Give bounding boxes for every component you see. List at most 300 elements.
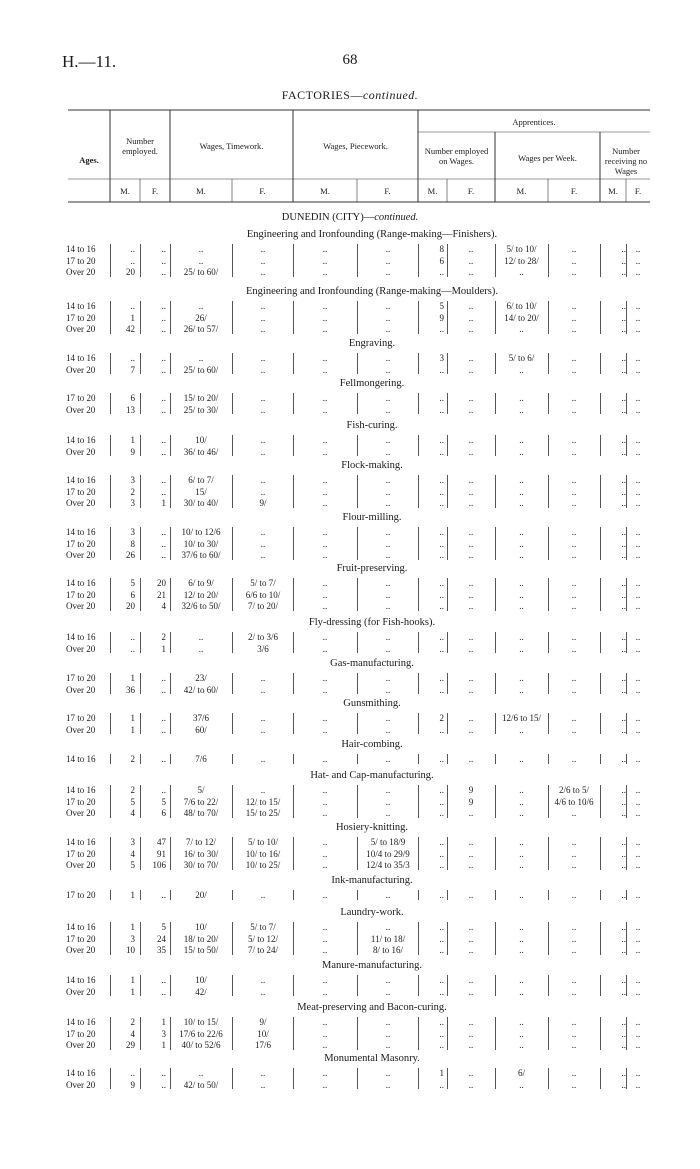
table-cell: 7/ to 24/ <box>247 945 278 956</box>
table-cell: .. <box>468 1017 474 1027</box>
age-cell: Over 20 <box>66 945 96 956</box>
table-cell: .. <box>621 353 626 363</box>
table-cell: .. <box>439 589 444 600</box>
table-cell: 25/ to 60/ <box>183 267 219 278</box>
column-rule <box>418 632 419 653</box>
table-cell: 12/4 to 35/3 <box>366 860 410 871</box>
industry-heading: Engineering and Ironfounding (Range-making—Moulders). <box>246 286 498 297</box>
column-rule <box>447 922 448 955</box>
header-m: M. <box>516 186 527 196</box>
industry-heading: Flock-making. <box>341 460 403 471</box>
table-cell: .. <box>198 353 204 363</box>
column-rule <box>600 975 601 996</box>
table-cell: .. <box>130 301 135 311</box>
table-cell: .. <box>468 446 474 457</box>
table-cell: .. <box>385 578 391 588</box>
column-rule <box>600 393 601 414</box>
table-cell: 2 <box>130 486 135 497</box>
table-cell: .. <box>571 538 577 549</box>
table-cell: .. <box>439 673 444 683</box>
table-cell: 5 <box>130 860 135 871</box>
column-rule <box>418 578 419 611</box>
table-cell: .. <box>571 578 577 588</box>
column-rule <box>626 1017 627 1050</box>
column-rule <box>447 578 448 611</box>
table-cell: .. <box>161 364 166 375</box>
table-cell: .. <box>468 632 474 642</box>
column-rule <box>447 1017 448 1050</box>
table-cell: .. <box>385 754 391 764</box>
table-cell: .. <box>571 848 577 859</box>
header-f: F. <box>259 186 266 196</box>
table-cell: .. <box>161 975 166 985</box>
table-cell: .. <box>322 393 328 403</box>
table-cell: .. <box>385 255 391 266</box>
table-cell: .. <box>519 404 524 415</box>
table-cell: .. <box>322 860 328 871</box>
table-cell: .. <box>571 808 577 819</box>
table-cell: .. <box>439 754 444 764</box>
header-wages-piecework: Wages, Piecework. <box>323 141 388 151</box>
column-rule <box>232 1017 233 1050</box>
header-f: F. <box>634 186 642 196</box>
table-cell: 32/6 to 50/ <box>181 601 221 612</box>
column-rule <box>600 632 601 653</box>
column-rule <box>357 527 358 560</box>
table-cell: 13 <box>126 404 135 415</box>
table-cell: .. <box>260 475 266 485</box>
table-cell: .. <box>161 754 166 764</box>
industry-heading: Engineering and Ironfounding (Range-making—Finishers). <box>246 229 498 240</box>
table-cell: 10/ to 25/ <box>245 860 281 871</box>
table-cell: 17/6 <box>254 1040 271 1051</box>
age-cell: Over 20 <box>66 601 96 612</box>
column-rule <box>357 754 358 764</box>
table-cell: .. <box>385 244 391 254</box>
age-cell: 14 to 16 <box>66 435 96 445</box>
column-rule <box>447 713 448 734</box>
column-rule <box>293 713 294 734</box>
table-cell: 21 <box>157 589 166 600</box>
table-cell: .. <box>621 785 626 795</box>
table-cell: 42/ to 60/ <box>183 684 219 695</box>
table-cell: .. <box>571 498 577 509</box>
table-cell: 9/ <box>259 498 267 509</box>
table-cell: .. <box>468 601 474 612</box>
table-cell: .. <box>130 632 135 642</box>
table-cell: .. <box>322 435 328 445</box>
table-cell: .. <box>621 435 626 445</box>
age-cell: 14 to 16 <box>66 475 96 485</box>
column-rule <box>140 527 141 560</box>
column-rule <box>140 922 141 955</box>
column-rule <box>626 301 627 334</box>
table-cell: .. <box>571 244 577 254</box>
table-cell: .. <box>385 1040 391 1051</box>
table-cell: 2 <box>130 1017 135 1027</box>
age-cell: 14 to 16 <box>66 632 96 642</box>
table-cell: .. <box>571 860 577 871</box>
table-cell: .. <box>571 837 577 847</box>
column-rule <box>447 1068 448 1089</box>
table-cell: .. <box>439 486 444 497</box>
table-cell: .. <box>468 713 474 723</box>
age-cell: Over 20 <box>66 808 96 819</box>
column-rule <box>170 837 171 870</box>
column-rule <box>170 975 171 996</box>
column-rule <box>626 673 627 694</box>
column-rule <box>357 393 358 414</box>
table-cell: 106 <box>152 860 166 871</box>
table-cell: .. <box>571 754 577 764</box>
industry-heading: Ink-manufacturing. <box>331 875 413 886</box>
table-cell: .. <box>635 975 641 985</box>
industry-heading: Gunsmithing. <box>343 698 401 709</box>
column-rule <box>110 922 111 955</box>
table-cell: .. <box>635 1040 641 1051</box>
column-rule <box>495 673 496 694</box>
age-cell: 14 to 16 <box>66 353 96 363</box>
table-cell: 1 <box>130 724 135 735</box>
table-cell: .. <box>635 475 641 485</box>
table-cell: .. <box>635 578 641 588</box>
table-cell: .. <box>322 486 328 497</box>
table-cell: .. <box>439 837 444 847</box>
table-cell: 26/ to 57/ <box>183 324 219 335</box>
column-rule <box>548 244 549 277</box>
table-cell: .. <box>519 1040 524 1051</box>
column-rule <box>447 527 448 560</box>
table-cell: .. <box>468 324 474 335</box>
column-rule <box>110 301 111 334</box>
age-cell: 14 to 16 <box>66 244 96 254</box>
table-cell: .. <box>322 684 328 695</box>
table-cell: .. <box>161 890 166 900</box>
column-rule <box>626 1068 627 1089</box>
table-cell: 20 <box>126 267 135 278</box>
table-cell: 3/6 <box>257 643 269 654</box>
table-cell: 5 <box>130 796 135 807</box>
table-cell: .. <box>468 1040 474 1051</box>
table-cell: 23/ <box>195 673 207 683</box>
table-cell: .. <box>439 684 444 695</box>
table-cell: .. <box>635 1079 641 1090</box>
table-cell: .. <box>635 244 641 254</box>
column-rule <box>140 673 141 694</box>
age-cell: Over 20 <box>66 324 96 335</box>
table-cell: .. <box>468 986 474 997</box>
column-rule <box>600 1068 601 1089</box>
table-cell: .. <box>621 1079 626 1090</box>
column-rule <box>357 975 358 996</box>
table-cell: .. <box>571 404 577 415</box>
table-cell: 18/ to 20/ <box>183 933 219 944</box>
column-rule <box>495 578 496 611</box>
table-cell: .. <box>519 945 524 956</box>
table-cell: .. <box>635 643 641 654</box>
column-rule <box>418 353 419 374</box>
column-rule <box>626 975 627 996</box>
table-cell: 2 <box>130 754 135 764</box>
column-rule <box>293 1068 294 1089</box>
table-cell: .. <box>161 785 166 795</box>
table-cell: .. <box>571 933 577 944</box>
city-continued: continued. <box>374 212 419 223</box>
header-apprentices: Apprentices. <box>512 117 556 127</box>
column-rule <box>418 890 419 900</box>
age-cell: 17 to 20 <box>66 713 96 723</box>
table-cell: 2 <box>161 632 166 642</box>
table-cell: .. <box>635 684 641 695</box>
table-cell: .. <box>322 754 328 764</box>
table-cell: 1 <box>130 975 135 985</box>
table-cell: .. <box>385 1028 391 1039</box>
column-rule <box>232 754 233 764</box>
table-cell: 10/ to 15/ <box>183 1017 219 1027</box>
table-cell: .. <box>635 673 641 683</box>
column-rule <box>495 713 496 734</box>
table-cell: 12/6 to 15/ <box>501 713 541 723</box>
table-cell: .. <box>385 796 391 807</box>
table-cell: 36/ to 46/ <box>183 446 219 457</box>
table-cell: .. <box>468 945 474 956</box>
table-cell: 3 <box>130 837 135 847</box>
table-cell: .. <box>198 255 204 266</box>
column-rule <box>600 435 601 456</box>
column-rule <box>357 244 358 277</box>
column-rule <box>600 1017 601 1050</box>
table-cell: 10/ <box>257 1028 269 1039</box>
table-cell: .. <box>468 364 474 375</box>
table-cell: .. <box>385 643 391 654</box>
table-cell: .. <box>519 890 524 900</box>
column-rule <box>418 673 419 694</box>
age-cell: Over 20 <box>66 986 96 997</box>
table-cell: .. <box>571 1079 577 1090</box>
table-cell: .. <box>439 498 444 509</box>
column-rule <box>626 754 627 764</box>
table-cell: 10/ to 30/ <box>183 538 219 549</box>
age-cell: 17 to 20 <box>66 312 96 323</box>
table-cell: .. <box>621 632 626 642</box>
industry-heading: Gas-manufacturing. <box>330 658 414 669</box>
age-cell: Over 20 <box>66 364 96 375</box>
table-cell: .. <box>635 364 641 375</box>
table-cell: .. <box>571 301 577 311</box>
age-cell: 14 to 16 <box>66 1017 96 1027</box>
table-cell: 25/ to 30/ <box>183 404 219 415</box>
column-rule <box>600 475 601 508</box>
table-cell: .. <box>621 301 626 311</box>
table-cell: .. <box>260 435 266 445</box>
column-rule <box>293 890 294 900</box>
column-rule <box>357 301 358 334</box>
table-cell: .. <box>621 486 626 497</box>
age-cell: Over 20 <box>66 446 96 457</box>
industry-heading: Laundry-work. <box>340 907 404 918</box>
table-cell: .. <box>385 312 391 323</box>
table-cell: .. <box>322 1028 328 1039</box>
column-rule <box>110 754 111 764</box>
table-cell: .. <box>519 1017 524 1027</box>
table-cell: .. <box>635 601 641 612</box>
column-rule <box>418 475 419 508</box>
table-cell: 2 <box>130 785 135 795</box>
column-rule <box>293 353 294 374</box>
table-cell: .. <box>161 244 166 254</box>
age-cell: 14 to 16 <box>66 975 96 985</box>
table-cell: .. <box>322 578 328 588</box>
table-cell: .. <box>385 673 391 683</box>
table-cell: .. <box>635 353 641 363</box>
table-cell: .. <box>468 255 474 266</box>
table-cell: .. <box>322 808 328 819</box>
column-rule <box>418 785 419 818</box>
table-cell: .. <box>322 446 328 457</box>
table-cell: .. <box>621 933 626 944</box>
table-cell: .. <box>635 1068 641 1078</box>
table-cell: .. <box>260 312 266 323</box>
table-cell: 20 <box>126 601 135 612</box>
age-cell: 17 to 20 <box>66 890 96 900</box>
column-rule <box>110 435 111 456</box>
table-cell: 42 <box>126 324 135 335</box>
table-cell: .. <box>385 527 391 537</box>
table-cell: .. <box>468 848 474 859</box>
column-rule <box>548 837 549 870</box>
table-cell: .. <box>621 945 626 956</box>
column-rule <box>140 890 141 900</box>
header-m: M. <box>320 186 330 196</box>
table-cell: .. <box>635 538 641 549</box>
table-cell: .. <box>130 255 135 266</box>
column-rule <box>548 527 549 560</box>
table-cell: .. <box>621 848 626 859</box>
column-rule <box>293 632 294 653</box>
table-cell: .. <box>322 724 328 735</box>
table-cell: 8 <box>130 538 135 549</box>
column-rule <box>418 754 419 764</box>
page-number: 68 <box>342 52 358 68</box>
column-rule <box>232 975 233 996</box>
header-apprentices-no-wages: Number receiving no Wages <box>604 146 648 176</box>
table-cell: .. <box>161 393 166 403</box>
column-rule <box>418 922 419 955</box>
table-cell: 29 <box>126 1040 135 1051</box>
table-cell: 15/ to 50/ <box>183 945 219 956</box>
column-rule <box>447 244 448 277</box>
table-cell: 10/ <box>195 435 207 445</box>
table-cell: .. <box>322 1017 328 1027</box>
table-cell: 9 <box>468 796 474 807</box>
column-rule <box>293 435 294 456</box>
table-cell: .. <box>385 353 391 363</box>
table-cell: .. <box>635 312 641 323</box>
column-rule <box>548 713 549 734</box>
column-rule <box>232 632 233 653</box>
column-rule <box>140 578 141 611</box>
table-cell: 4/6 to 10/6 <box>554 796 594 807</box>
column-rule <box>232 578 233 611</box>
age-cell: 17 to 20 <box>66 796 96 807</box>
table-cell: 5/ to 10/ <box>506 244 537 254</box>
table-cell: .. <box>322 301 328 311</box>
table-cell: .. <box>385 393 391 403</box>
table-cell: .. <box>322 933 328 944</box>
table-cell: .. <box>571 713 577 723</box>
column-rule <box>447 435 448 456</box>
table-cell: 5 <box>439 301 444 311</box>
table-cell: .. <box>635 527 641 537</box>
table-cell: 8/ to 16/ <box>372 945 403 956</box>
table-cell: 1 <box>439 1068 444 1078</box>
column-rule <box>495 393 496 414</box>
table-cell: .. <box>468 643 474 654</box>
table-cell: 47 <box>157 837 166 847</box>
industry-heading: Hosiery-knitting. <box>335 822 409 833</box>
table-cell: .. <box>322 673 328 683</box>
table-cell: .. <box>621 527 626 537</box>
table-cell: .. <box>635 324 641 335</box>
table-cell: .. <box>621 643 626 654</box>
table-cell: .. <box>322 922 328 932</box>
table-cell: 7/6 to 22/ <box>183 796 219 807</box>
table-cell: .. <box>571 364 577 375</box>
table-cell: .. <box>468 498 474 509</box>
column-rule <box>548 1017 549 1050</box>
column-rule <box>626 244 627 277</box>
table-cell: .. <box>519 860 524 871</box>
table-cell: 10/ <box>195 922 207 932</box>
table-cell: .. <box>439 975 444 985</box>
table-cell: .. <box>439 538 444 549</box>
table-cell: .. <box>621 244 626 254</box>
column-rule <box>110 578 111 611</box>
column-rule <box>447 632 448 653</box>
column-rule <box>600 244 601 277</box>
column-rule <box>548 890 549 900</box>
page-reference: H.—11. <box>62 52 117 71</box>
column-rule <box>447 475 448 508</box>
age-cell: 17 to 20 <box>66 538 96 549</box>
table-cell: .. <box>385 324 391 335</box>
column-rule <box>548 1068 549 1089</box>
table-cell: .. <box>468 684 474 695</box>
table-cell: .. <box>571 632 577 642</box>
table-cell: .. <box>161 475 166 485</box>
table-cell: .. <box>439 986 444 997</box>
table-cell: .. <box>571 353 577 363</box>
table-cell: .. <box>161 353 166 363</box>
table-cell: 10/4 to 29/9 <box>366 848 410 859</box>
column-rule <box>140 975 141 996</box>
column-rule <box>447 785 448 818</box>
table-cell: .. <box>439 945 444 956</box>
column-rule <box>626 435 627 456</box>
table-cell: .. <box>519 933 524 944</box>
table-cell: .. <box>322 713 328 723</box>
table-cell: .. <box>161 312 166 323</box>
age-cell: Over 20 <box>66 1079 96 1090</box>
table-cell: .. <box>322 475 328 485</box>
table-cell: .. <box>571 312 577 323</box>
table-cell: .. <box>260 986 266 997</box>
column-rule <box>548 435 549 456</box>
table-cell: .. <box>322 837 328 847</box>
table-cell: .. <box>161 446 166 457</box>
table-cell: 6/ to 9/ <box>188 578 214 588</box>
table-cell: .. <box>635 267 641 278</box>
